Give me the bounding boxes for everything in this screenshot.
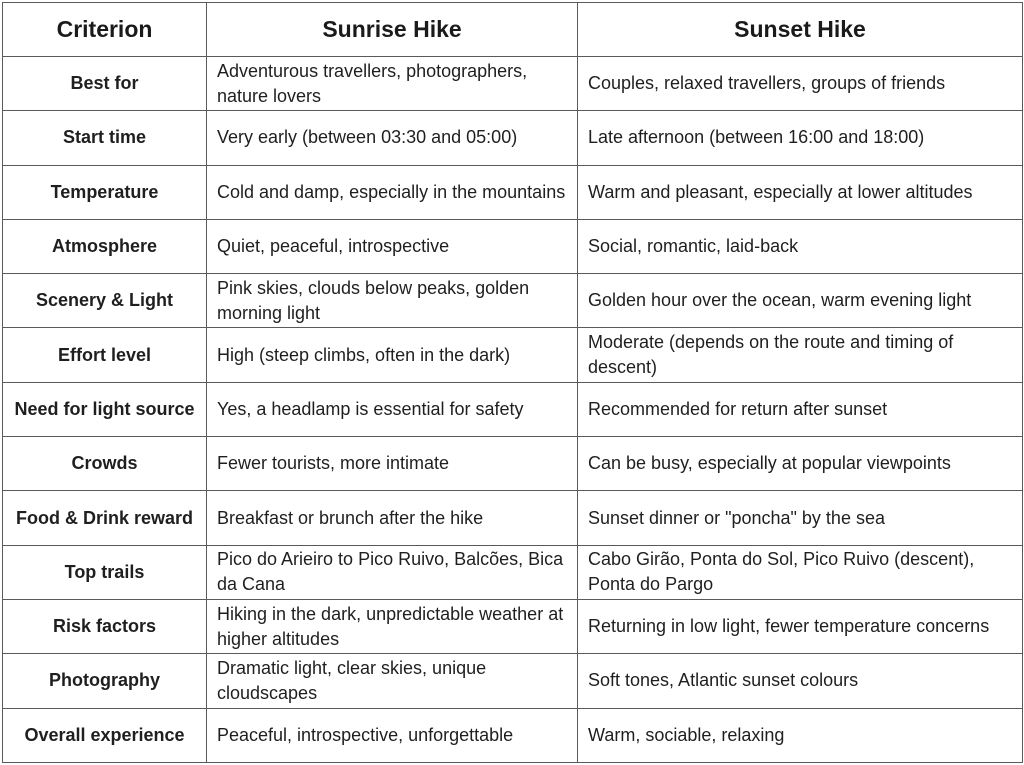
sunset-cell: Soft tones, Atlantic sunset colours xyxy=(578,654,1023,708)
table-row xyxy=(3,708,1023,762)
table-row xyxy=(3,654,1023,708)
sunset-cell: Social, romantic, laid-back xyxy=(578,219,1023,273)
sunrise-cell: Hiking in the dark, unpredictable weather at higher altitudes xyxy=(207,599,578,653)
sunrise-cell: Adventurous travellers, photographers, nature lovers xyxy=(207,57,578,111)
sunset-cell: Warm and pleasant, especially at lower altitudes xyxy=(578,165,1023,219)
criterion-cell: Top trails xyxy=(3,545,207,599)
sunrise-cell: Cold and damp, especially in the mountains xyxy=(207,165,578,219)
header-sunrise-hike: Sunrise Hike xyxy=(207,3,578,57)
criterion-cell: Overall experience xyxy=(3,708,207,762)
header-row xyxy=(3,3,1023,57)
table-row xyxy=(3,165,1023,219)
table-row xyxy=(3,491,1023,545)
sunset-cell: Warm, sociable, relaxing xyxy=(578,708,1023,762)
criterion-cell: Start time xyxy=(3,111,207,165)
table-row xyxy=(3,599,1023,653)
criterion-cell: Food & Drink reward xyxy=(3,491,207,545)
table-row xyxy=(3,545,1023,599)
table-row xyxy=(3,219,1023,273)
sunrise-cell: Dramatic light, clear skies, unique cloudscapes xyxy=(207,654,578,708)
sunrise-cell: Pico do Arieiro to Pico Ruivo, Balcões, Bica da Cana xyxy=(207,545,578,599)
criterion-cell: Photography xyxy=(3,654,207,708)
table-row xyxy=(3,382,1023,436)
criterion-cell: Risk factors xyxy=(3,599,207,653)
table-row xyxy=(3,57,1023,111)
criterion-cell: Temperature xyxy=(3,165,207,219)
sunrise-cell: High (steep climbs, often in the dark) xyxy=(207,328,578,382)
sunset-cell: Golden hour over the ocean, warm evening light xyxy=(578,274,1023,328)
sunset-cell: Recommended for return after sunset xyxy=(578,382,1023,436)
criterion-cell: Need for light source xyxy=(3,382,207,436)
table-row xyxy=(3,437,1023,491)
table-row xyxy=(3,274,1023,328)
header-sunset-hike: Sunset Hike xyxy=(578,3,1023,57)
sunset-cell: Cabo Girão, Ponta do Sol, Pico Ruivo (descent), Ponta do Pargo xyxy=(578,545,1023,599)
comparison-table xyxy=(2,2,1023,763)
sunrise-cell: Very early (between 03:30 and 05:00) xyxy=(207,111,578,165)
table-row xyxy=(3,111,1023,165)
sunset-cell: Late afternoon (between 16:00 and 18:00) xyxy=(578,111,1023,165)
criterion-cell: Atmosphere xyxy=(3,219,207,273)
sunrise-cell: Breakfast or brunch after the hike xyxy=(207,491,578,545)
criterion-cell: Effort level xyxy=(3,328,207,382)
sunset-cell: Can be busy, especially at popular viewpoints xyxy=(578,437,1023,491)
sunset-cell: Moderate (depends on the route and timing of descent) xyxy=(578,328,1023,382)
sunset-cell: Sunset dinner or "poncha" by the sea xyxy=(578,491,1023,545)
sunset-cell: Returning in low light, fewer temperature concerns xyxy=(578,599,1023,653)
sunrise-cell: Peaceful, introspective, unforgettable xyxy=(207,708,578,762)
criterion-cell: Best for xyxy=(3,57,207,111)
header-criterion: Criterion xyxy=(3,3,207,57)
criterion-cell: Scenery & Light xyxy=(3,274,207,328)
sunrise-cell: Yes, a headlamp is essential for safety xyxy=(207,382,578,436)
table-row xyxy=(3,328,1023,382)
criterion-cell: Crowds xyxy=(3,437,207,491)
sunset-cell: Couples, relaxed travellers, groups of friends xyxy=(578,57,1023,111)
sunrise-cell: Fewer tourists, more intimate xyxy=(207,437,578,491)
sunrise-cell: Quiet, peaceful, introspective xyxy=(207,219,578,273)
sunrise-cell: Pink skies, clouds below peaks, golden morning light xyxy=(207,274,578,328)
